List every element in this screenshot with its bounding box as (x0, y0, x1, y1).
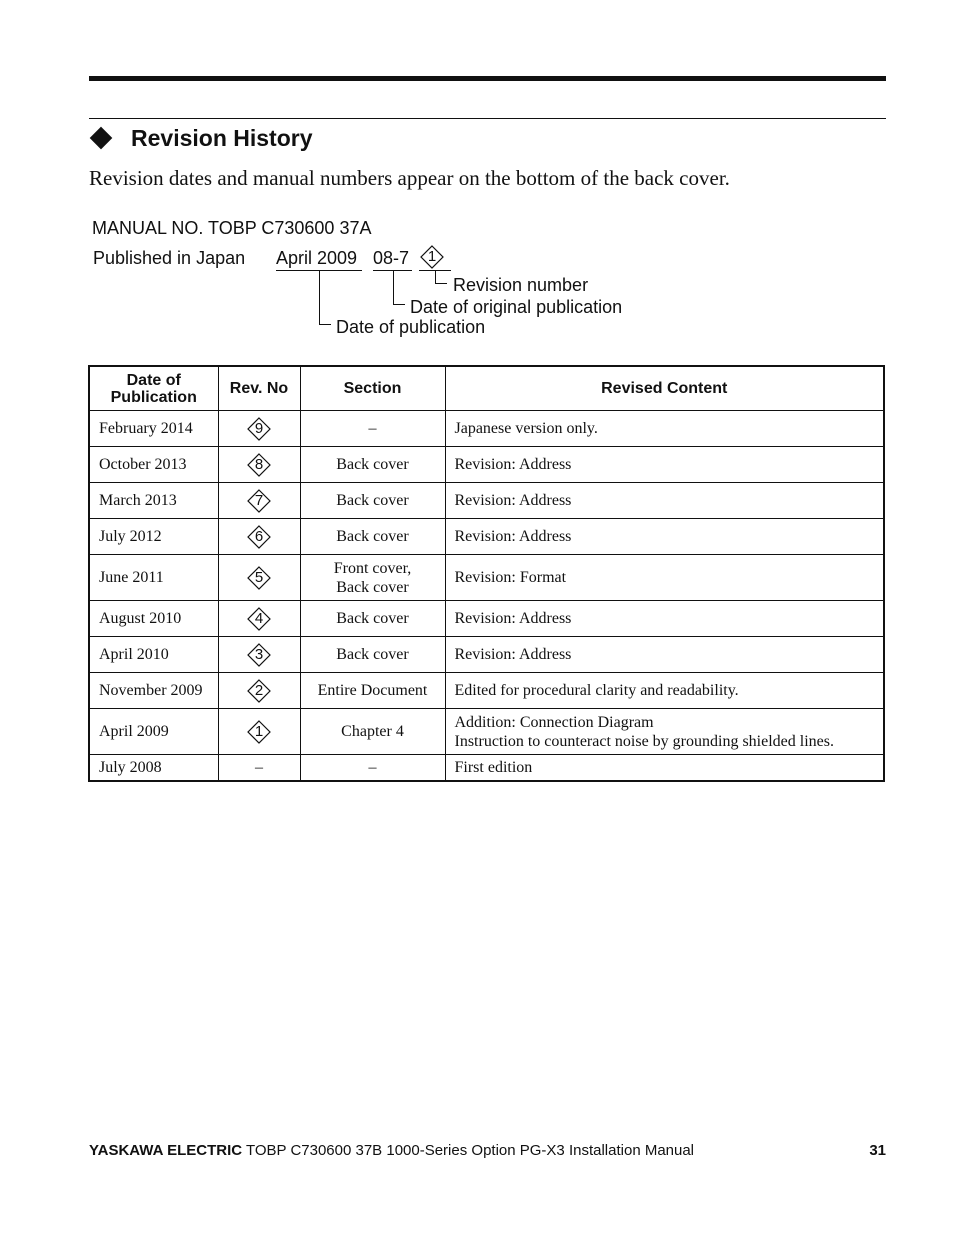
row-section: Chapter 4 (300, 709, 445, 755)
row-rev (218, 601, 300, 637)
row-rev (218, 411, 300, 447)
row-section: Back cover (300, 519, 445, 555)
original-date-leader (393, 271, 394, 304)
section-title: Revision History (131, 124, 313, 151)
footer-manual-title: TOBP C730600 37B 1000-Series Option PG-X3 Installation Manual (242, 1142, 695, 1159)
publication-date-leader (319, 271, 320, 324)
revision-diamond-icon: 5 (247, 566, 271, 590)
revision-diamond-icon: 7 (247, 489, 271, 513)
row-content: Revision: Address (445, 519, 884, 555)
row-section: Back cover (300, 637, 445, 673)
row-rev (218, 519, 300, 555)
revision-number-sample (420, 245, 444, 269)
publication-date-leader-tick (319, 324, 331, 325)
row-section: Back cover (300, 447, 445, 483)
row-content: Revision: Address (445, 601, 884, 637)
table-row (89, 637, 884, 673)
row-content: Revision: Address (445, 447, 884, 483)
row-section: Entire Document (300, 673, 445, 709)
table-row (89, 755, 884, 782)
row-content: Revision: Format (445, 555, 884, 601)
table-row (89, 555, 884, 601)
top-rule-thick (89, 76, 886, 81)
row-date: April 2009 (89, 709, 218, 755)
table-header-row (89, 366, 884, 411)
row-date: November 2009 (89, 673, 218, 709)
footer-brand: YASKAWA ELECTRIC (89, 1142, 243, 1159)
row-section: – (300, 755, 445, 782)
row-rev (218, 673, 300, 709)
row-section-line: Front cover, (333, 559, 412, 577)
top-rule-thin (89, 118, 886, 119)
revision-diamond-icon: 9 (247, 417, 271, 441)
revision-number-leader (435, 271, 436, 283)
row-content: Japanese version only. (445, 411, 884, 447)
row-date: June 2011 (89, 555, 218, 601)
row-section-line: Back cover (336, 578, 409, 596)
row-date: July 2008 (89, 755, 218, 782)
row-content-line: Addition: Connection Diagram (454, 713, 654, 731)
table-row (89, 483, 884, 519)
original-date-sample: 08-7 (373, 248, 410, 268)
revision-diamond-icon: 3 (247, 643, 271, 667)
row-rev: – (218, 755, 300, 782)
row-date: February 2014 (89, 411, 218, 447)
manual-number-text: MANUAL NO. TOBP C730600 37A (92, 218, 372, 238)
table-row (89, 519, 884, 555)
revision-diamond-icon: 8 (247, 453, 271, 477)
revision-diamond-icon: 2 (247, 679, 271, 703)
row-content (445, 709, 884, 755)
row-rev (218, 637, 300, 673)
table-row (89, 673, 884, 709)
row-content-line: Instruction to counteract noise by grounding shielded lines. (454, 732, 834, 750)
revision-diamond-icon: 1 (247, 720, 271, 744)
original-date-leader-tick (393, 304, 405, 305)
row-date: October 2013 (89, 447, 218, 483)
table-row (89, 709, 884, 755)
page-footer (89, 1142, 886, 1159)
intro-text: Revision dates and manual numbers appear on the bottom of the back cover. (89, 166, 730, 190)
section-heading (89, 122, 313, 154)
revision-diamond-icon: 4 (247, 607, 271, 631)
revision-number-leader-tick (435, 283, 447, 284)
header-revised-content: Revised Content (445, 366, 884, 411)
publication-date-label: Date of publication (336, 317, 486, 337)
row-content: Revision: Address (445, 637, 884, 673)
row-content: First edition (445, 755, 884, 782)
row-section: Back cover (300, 483, 445, 519)
row-section: – (300, 411, 445, 447)
table-row (89, 447, 884, 483)
row-rev (218, 447, 300, 483)
row-section (300, 555, 445, 601)
table-row (89, 411, 884, 447)
row-rev (218, 709, 300, 755)
row-content: Revision: Address (445, 483, 884, 519)
original-date-label: Date of original publication (410, 297, 623, 317)
row-content: Edited for procedural clarity and readability. (445, 673, 884, 709)
publication-date-sample: April 2009 (276, 248, 358, 268)
diamond-bullet-icon (90, 127, 113, 150)
revision-diamond-icon: 6 (247, 525, 271, 549)
row-rev (218, 483, 300, 519)
row-rev (218, 555, 300, 601)
row-section: Back cover (300, 601, 445, 637)
row-date: April 2010 (89, 637, 218, 673)
revision-number-label: Revision number (453, 275, 589, 295)
row-date: July 2012 (89, 519, 218, 555)
published-in-text: Published in Japan (93, 248, 246, 268)
row-date: August 2010 (89, 601, 218, 637)
header-rev-no: Rev. No (218, 366, 300, 411)
header-section: Section (300, 366, 445, 411)
revision-table (88, 365, 885, 782)
page-number: 31 (869, 1142, 886, 1159)
revision-diamond-icon: 1 (420, 245, 444, 269)
header-date: Date of Publication (89, 366, 218, 411)
row-date: March 2013 (89, 483, 218, 519)
table-row (89, 601, 884, 637)
